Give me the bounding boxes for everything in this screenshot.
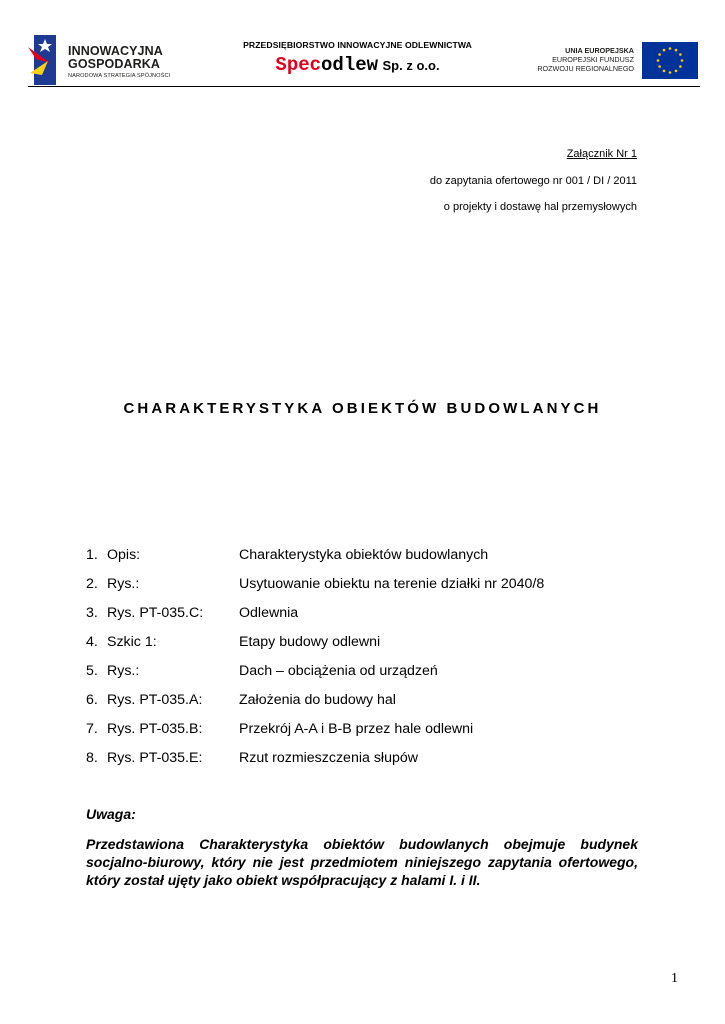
- eu-flag-icon: [642, 42, 698, 79]
- note-body: Przedstawiona Charakterystyka obiektów budowlanych obejmuje budynek socjalno-biurowy, który nie jest przedmiotem niniejszego zapytania ofertowego, który został ujęty jako obiekt współpracujący z halami I. i II.: [86, 836, 638, 888]
- list-item: [86, 750, 646, 779]
- eu-star-icon: [658, 65, 661, 68]
- logo-title: [68, 45, 163, 71]
- logo-title-line1: INNOWACYJNA: [68, 44, 163, 58]
- attachment-list: [86, 547, 646, 779]
- page-header: [0, 0, 725, 90]
- item-label: Rys. PT-035.C:: [107, 605, 204, 621]
- eu-star-icon: [681, 59, 684, 62]
- document-title: CHARAKTERYSTYKA OBIEKTÓW BUDOWLANYCH: [123, 400, 602, 417]
- eu-star-icon: [663, 49, 666, 52]
- eu-fund-text: [520, 46, 634, 73]
- list-item: [86, 576, 646, 605]
- eu-line3: ROZWOJU REGIONALNEGO: [537, 64, 634, 73]
- list-item: [86, 634, 646, 663]
- list-item: [86, 663, 646, 692]
- item-description: Usytuowanie obiektu na terenie działki nr 2040/8: [239, 576, 545, 592]
- eu-star-icon: [679, 65, 682, 68]
- note-heading: Uwaga:: [86, 806, 136, 822]
- item-number: 5.: [86, 663, 98, 679]
- eu-star-icon: [657, 59, 660, 62]
- page-number: 1: [671, 971, 678, 986]
- item-number: 3.: [86, 605, 98, 621]
- item-description: Etapy budowy odlewni: [239, 634, 381, 650]
- annex-inquiry-reference: do zapytania ofertowego nr 001 / DI / 2011: [429, 175, 637, 187]
- company-name-odlew: odlew: [321, 54, 379, 76]
- company-name: [210, 54, 505, 76]
- list-item: [86, 605, 646, 634]
- eu-star-icon: [669, 71, 672, 74]
- item-number: 6.: [86, 692, 98, 708]
- item-label: Szkic 1:: [107, 634, 157, 650]
- eu-star-icon: [663, 70, 666, 73]
- item-label: Rys.:: [107, 663, 140, 679]
- header-divider: [28, 86, 700, 87]
- item-label: Opis:: [107, 547, 141, 563]
- item-number: 1.: [86, 547, 98, 563]
- item-description: Założenia do budowy hal: [239, 692, 396, 708]
- item-description: Charakterystyka obiektów budowlanych: [239, 547, 489, 563]
- item-description: Przekrój A-A i B-B przez hale odlewni: [239, 721, 474, 737]
- eu-line2: EUROPEJSKI FUNDUSZ: [552, 55, 634, 64]
- eu-star-icon: [658, 53, 661, 56]
- list-item: [86, 721, 646, 750]
- item-description: Odlewnia: [239, 605, 299, 621]
- company-description: PRZEDSIĘBIORSTWO INNOWACYJNE ODLEWNICTWA: [243, 40, 472, 50]
- logo-title-line2: GOSPODARKA: [68, 57, 160, 71]
- innowacyjna-gospodarka-emblem-icon: [28, 33, 62, 87]
- item-label: Rys. PT-035.E:: [107, 750, 203, 766]
- item-label: Rys. PT-035.A:: [107, 692, 203, 708]
- list-item: [86, 692, 646, 721]
- company-name-spec: Spec: [275, 54, 322, 76]
- company-name-block: [210, 40, 505, 76]
- eu-star-icon: [675, 49, 678, 52]
- item-label: Rys.:: [107, 576, 140, 592]
- annex-number: Załącznik Nr 1: [566, 148, 637, 160]
- item-label: Rys. PT-035.B:: [107, 721, 203, 737]
- item-description: Rzut rozmieszczenia słupów: [239, 750, 418, 766]
- eu-star-icon: [669, 47, 672, 50]
- eu-star-icon: [675, 70, 678, 73]
- item-description: Dach – obciążenia od urządzeń: [239, 663, 438, 679]
- item-number: 7.: [86, 721, 98, 737]
- innowacyjna-gospodarka-logo: [28, 33, 188, 87]
- item-number: 4.: [86, 634, 98, 650]
- item-number: 2.: [86, 576, 98, 592]
- item-number: 8.: [86, 750, 98, 766]
- eu-line1: UNIA EUROPEJSKA: [565, 46, 634, 55]
- list-item: [86, 547, 646, 576]
- company-legal-form: Sp. z o.o.: [382, 58, 440, 73]
- logo-subtitle: NARODOWA STRATEGIA SPÓJNOŚCI: [68, 73, 171, 79]
- eu-star-icon: [679, 53, 682, 56]
- annex-subject: o projekty i dostawę hal przemysłowych: [443, 201, 637, 213]
